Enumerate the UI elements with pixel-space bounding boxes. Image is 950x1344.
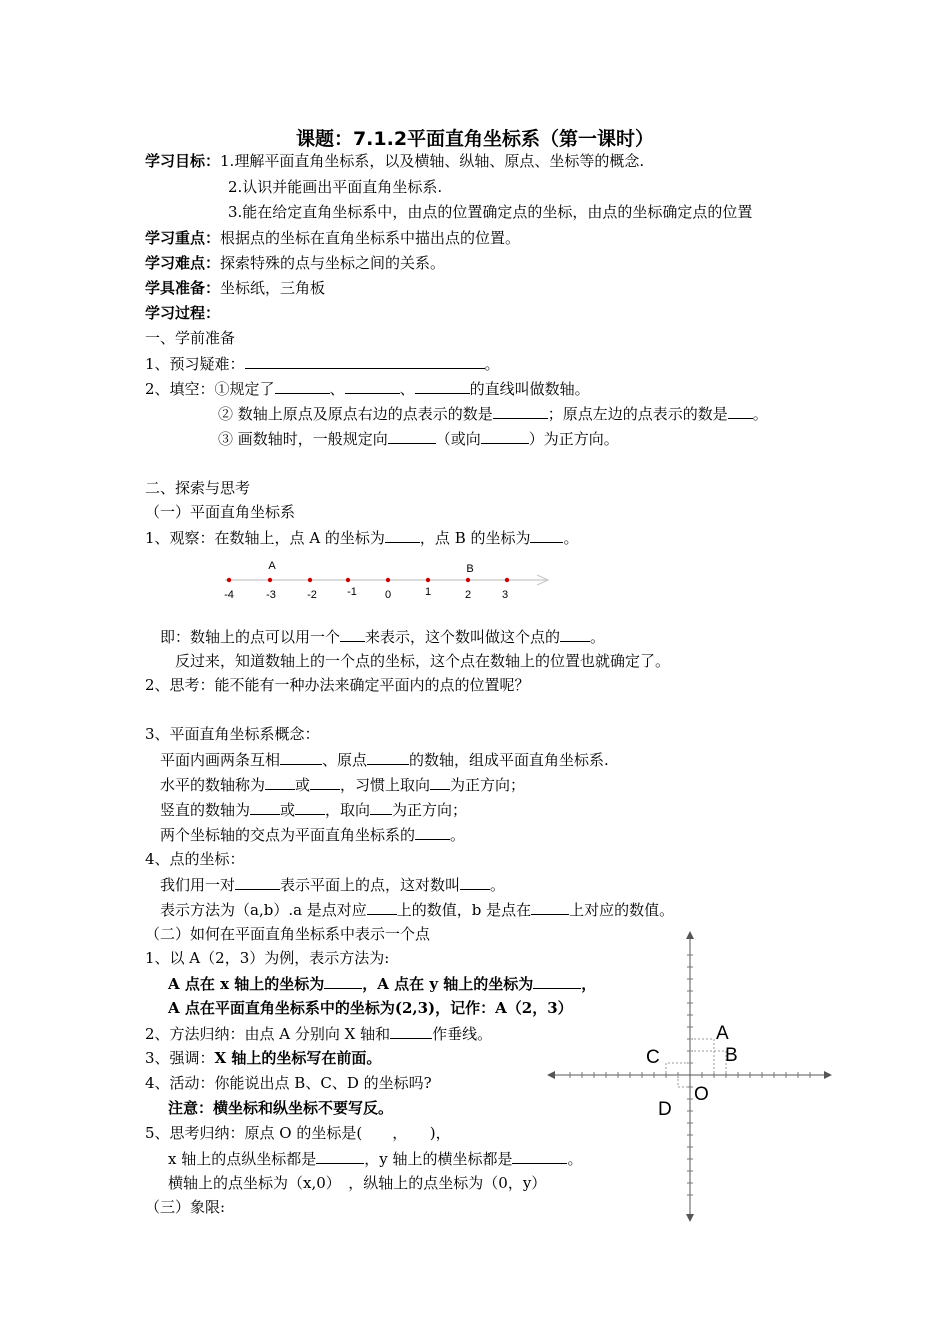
emphasis-line — [145, 1048, 381, 1068]
process-label: 学习过程： — [145, 304, 221, 322]
answer-blank[interactable] — [728, 403, 753, 419]
text: 、原点 — [322, 751, 368, 769]
answer-blank[interactable] — [530, 527, 563, 543]
text: 。 — [450, 826, 466, 844]
answer-blank[interactable] — [245, 353, 485, 369]
text: 平面内画两条互相 — [160, 751, 281, 769]
tick-label: -2 — [307, 589, 317, 601]
text: 1、预习疑难： — [145, 355, 245, 373]
answer-blank[interactable] — [324, 973, 362, 989]
objective-3: 3.能在给定直角坐标系中，由点的位置确定点的坐标，由点的坐标确定点的位置 — [228, 203, 753, 221]
tick-label: -3 — [266, 589, 276, 601]
method-line — [145, 1023, 492, 1044]
text: 2、方法归纳：由点 A 分别向 X 轴和 — [145, 1025, 391, 1043]
text: 。 — [752, 405, 768, 423]
text: 。 — [484, 355, 500, 373]
tools-text: 坐标纸，三角板 — [220, 279, 326, 297]
point-dot — [505, 578, 509, 582]
text: 的直线叫做数轴。 — [469, 380, 590, 398]
example-answer-line — [168, 973, 596, 994]
point-dot — [346, 578, 350, 582]
concept-line-3 — [160, 799, 467, 820]
text: 作垂线。 — [432, 1025, 493, 1043]
text: 我们用一对 — [160, 876, 236, 894]
text: 两个坐标轴的交点为平面直角坐标系的 — [160, 826, 416, 844]
point-c-label: C — [646, 1047, 660, 1068]
tick-label: 0 — [384, 589, 392, 601]
text: 上的数值，b 是点在 — [396, 901, 532, 919]
text: 为正方向； — [450, 776, 526, 794]
text: 为正方向； — [392, 801, 468, 819]
text: ）为正方向。 — [528, 430, 619, 448]
sub2-heading: （二）如何在平面直角坐标系中表示一个点 — [145, 925, 431, 943]
sec2-heading: 二、探索与思考 — [145, 479, 251, 497]
number-line-figure — [215, 555, 560, 605]
answer-blank[interactable] — [415, 824, 450, 840]
text: 上对应的数值。 — [569, 901, 675, 919]
text: 2、填空：①规定了 — [145, 380, 275, 398]
concept-line-1 — [160, 749, 609, 770]
point-dot — [268, 578, 272, 582]
x-axis-arrow — [824, 1071, 832, 1079]
example-line: 1、以 A（2，3）为例，表示方法为: — [145, 949, 390, 967]
text: A 点在 x 轴上的坐标为 — [168, 975, 325, 993]
text: ，y 轴上的横坐标都是 — [364, 1150, 513, 1168]
coord-line-1 — [160, 874, 505, 895]
point-dot — [466, 578, 470, 582]
tick-label: 2 — [464, 589, 472, 601]
answer-blank[interactable] — [265, 774, 295, 790]
page-title: 课题：7.1.2平面直角坐标系（第一课时） — [295, 128, 655, 150]
text: （或向 — [435, 430, 481, 448]
point-dot — [386, 578, 390, 582]
guide-b — [690, 1051, 726, 1075]
tools-label: 学具准备： — [145, 279, 221, 297]
answer-blank[interactable] — [493, 403, 548, 419]
y-axis-arrow-down — [686, 1214, 694, 1222]
emphasis-text: X 轴上的坐标写在前面。 — [214, 1049, 382, 1067]
text: 来表示，这个数叫做这个点的 — [365, 628, 561, 646]
text: 水平的数轴称为 — [160, 776, 266, 794]
answer-blank[interactable] — [367, 749, 409, 765]
concept-heading: 3、平面直角坐标系概念： — [145, 725, 320, 743]
y-axis-arrow — [686, 931, 694, 939]
point-b-label: B — [725, 1045, 738, 1066]
sec1-heading: 一、学前准备 — [145, 329, 236, 347]
answer-blank[interactable] — [280, 749, 322, 765]
answer-blank[interactable] — [367, 899, 397, 915]
text: ；原点左边的点表示的数是 — [547, 405, 728, 423]
answer-blank[interactable] — [235, 874, 280, 890]
key-point-line — [145, 228, 520, 248]
point-b-label: B — [466, 563, 474, 575]
text: ，习惯上取向 — [340, 776, 431, 794]
point-dot — [227, 578, 231, 582]
answer-blank[interactable] — [481, 428, 529, 444]
objective-1: 1.理解平面直角坐标系，以及横轴、纵轴、原点、坐标等的概念. — [220, 152, 645, 170]
tick-label: -1 — [347, 586, 357, 598]
answer-blank[interactable] — [316, 1148, 364, 1164]
text: 、 — [329, 380, 345, 398]
fill-question-3 — [218, 428, 619, 449]
summary-line-1: 5、思考归纳：原点 O 的坐标是( ， )， — [145, 1124, 451, 1142]
point-a-label: A — [268, 560, 276, 572]
text: 3、强调： — [145, 1049, 215, 1067]
answer-blank[interactable] — [250, 799, 280, 815]
answer-blank[interactable] — [415, 378, 470, 394]
tick-label: 1 — [424, 586, 432, 598]
answer-blank[interactable] — [560, 626, 590, 642]
text: 。 — [590, 628, 606, 646]
key-point-label: 学习重点： — [145, 229, 221, 247]
text: 或 — [280, 801, 296, 819]
text: ，点 B 的坐标为 — [419, 529, 531, 547]
preview-question — [145, 353, 500, 374]
objectives-label: 学习目标： — [145, 152, 221, 170]
coordinate-plane-figure — [540, 925, 840, 1225]
summary-line-2 — [168, 1148, 583, 1169]
text: 、 — [399, 380, 415, 398]
x-axis-arrow-left — [547, 1071, 555, 1079]
answer-blank[interactable] — [460, 874, 490, 890]
text: 表示方法为（a,b）.a 是点对应 — [160, 901, 367, 919]
key-point-text: 根据点的坐标在直角坐标系中描出点的位置。 — [220, 229, 521, 247]
text: 。 — [563, 529, 579, 547]
sub1-heading: （一）平面直角坐标系 — [145, 503, 296, 521]
tick-label: 3 — [501, 589, 509, 601]
summary-line-3: 横轴上的点坐标为（x,0） ，纵轴上的点坐标为（0，y） — [168, 1174, 547, 1192]
example-notation-line: A 点在平面直角坐标系中的坐标为(2,3)，记作：A（2，3） — [168, 999, 573, 1017]
text: 。 — [490, 876, 506, 894]
answer-blank[interactable] — [430, 774, 450, 790]
answer-blank[interactable] — [531, 899, 569, 915]
text: x 轴上的点纵坐标都是 — [168, 1150, 317, 1168]
fill-question-1 — [145, 378, 590, 399]
text: 的数轴，组成平面直角坐标系. — [409, 751, 609, 769]
objectives-line-1 — [145, 151, 644, 171]
text: 即：数轴上的点可以用一个 — [160, 628, 341, 646]
tick-label: -4 — [224, 589, 234, 601]
text: ， — [581, 975, 597, 993]
text: ③ 画数轴时，一般规定向 — [218, 430, 388, 448]
text: 表示平面上的点，这对数叫 — [280, 876, 461, 894]
conversely-line: 反过来，知道数轴上的一个点的坐标，这个点在数轴上的位置也就确定了。 — [175, 652, 671, 670]
observe-question — [145, 527, 579, 548]
difficulty-line — [145, 253, 445, 273]
text: ，取向 — [325, 801, 371, 819]
coord-heading: 4、点的坐标： — [145, 850, 245, 868]
answer-blank[interactable] — [345, 378, 400, 394]
sub3-heading: （三）象限: — [145, 1198, 226, 1216]
guide-d — [678, 1075, 690, 1087]
think-question: 2、思考：能不能有一种办法来确定平面内的点的位置呢？ — [145, 676, 530, 694]
difficulty-label: 学习难点： — [145, 254, 221, 272]
text: 1、观察：在数轴上，点 A 的坐标为 — [145, 529, 385, 547]
point-dot — [308, 578, 312, 582]
activity-line: 4、活动：你能说出点 B、C、D 的坐标吗? — [145, 1074, 432, 1092]
concept-line-4 — [160, 824, 465, 845]
text: 。 — [567, 1150, 583, 1168]
text: ，A 点在 y 轴上的坐标为 — [362, 975, 534, 993]
point-dot — [426, 578, 430, 582]
guide-a — [690, 1039, 714, 1075]
objective-2: 2.认识并能画出平面直角坐标系. — [228, 178, 443, 196]
answer-blank[interactable] — [388, 428, 436, 444]
concept-line-2 — [160, 774, 525, 795]
text: 竖直的数轴为 — [160, 801, 251, 819]
answer-blank[interactable] — [385, 527, 420, 543]
text: ② 数轴上原点及原点右边的点表示的数是 — [218, 405, 493, 423]
text: 或 — [295, 776, 311, 794]
origin-label: O — [694, 1084, 709, 1105]
coord-line-2 — [160, 899, 674, 920]
answer-blank[interactable] — [340, 626, 365, 642]
answer-blank[interactable] — [370, 799, 392, 815]
answer-blank[interactable] — [275, 378, 330, 394]
fill-question-2 — [218, 403, 768, 424]
point-a-label: A — [716, 1023, 729, 1044]
point-d-label: D — [658, 1099, 672, 1120]
tools-line — [145, 278, 325, 298]
note-line: 注意：横坐标和纵坐标不要写反。 — [168, 1099, 394, 1117]
answer-blank[interactable] — [295, 799, 325, 815]
that-is-line — [160, 626, 605, 647]
answer-blank[interactable] — [390, 1023, 432, 1039]
answer-blank[interactable] — [310, 774, 340, 790]
difficulty-text: 探索特殊的点与坐标之间的关系。 — [220, 254, 446, 272]
